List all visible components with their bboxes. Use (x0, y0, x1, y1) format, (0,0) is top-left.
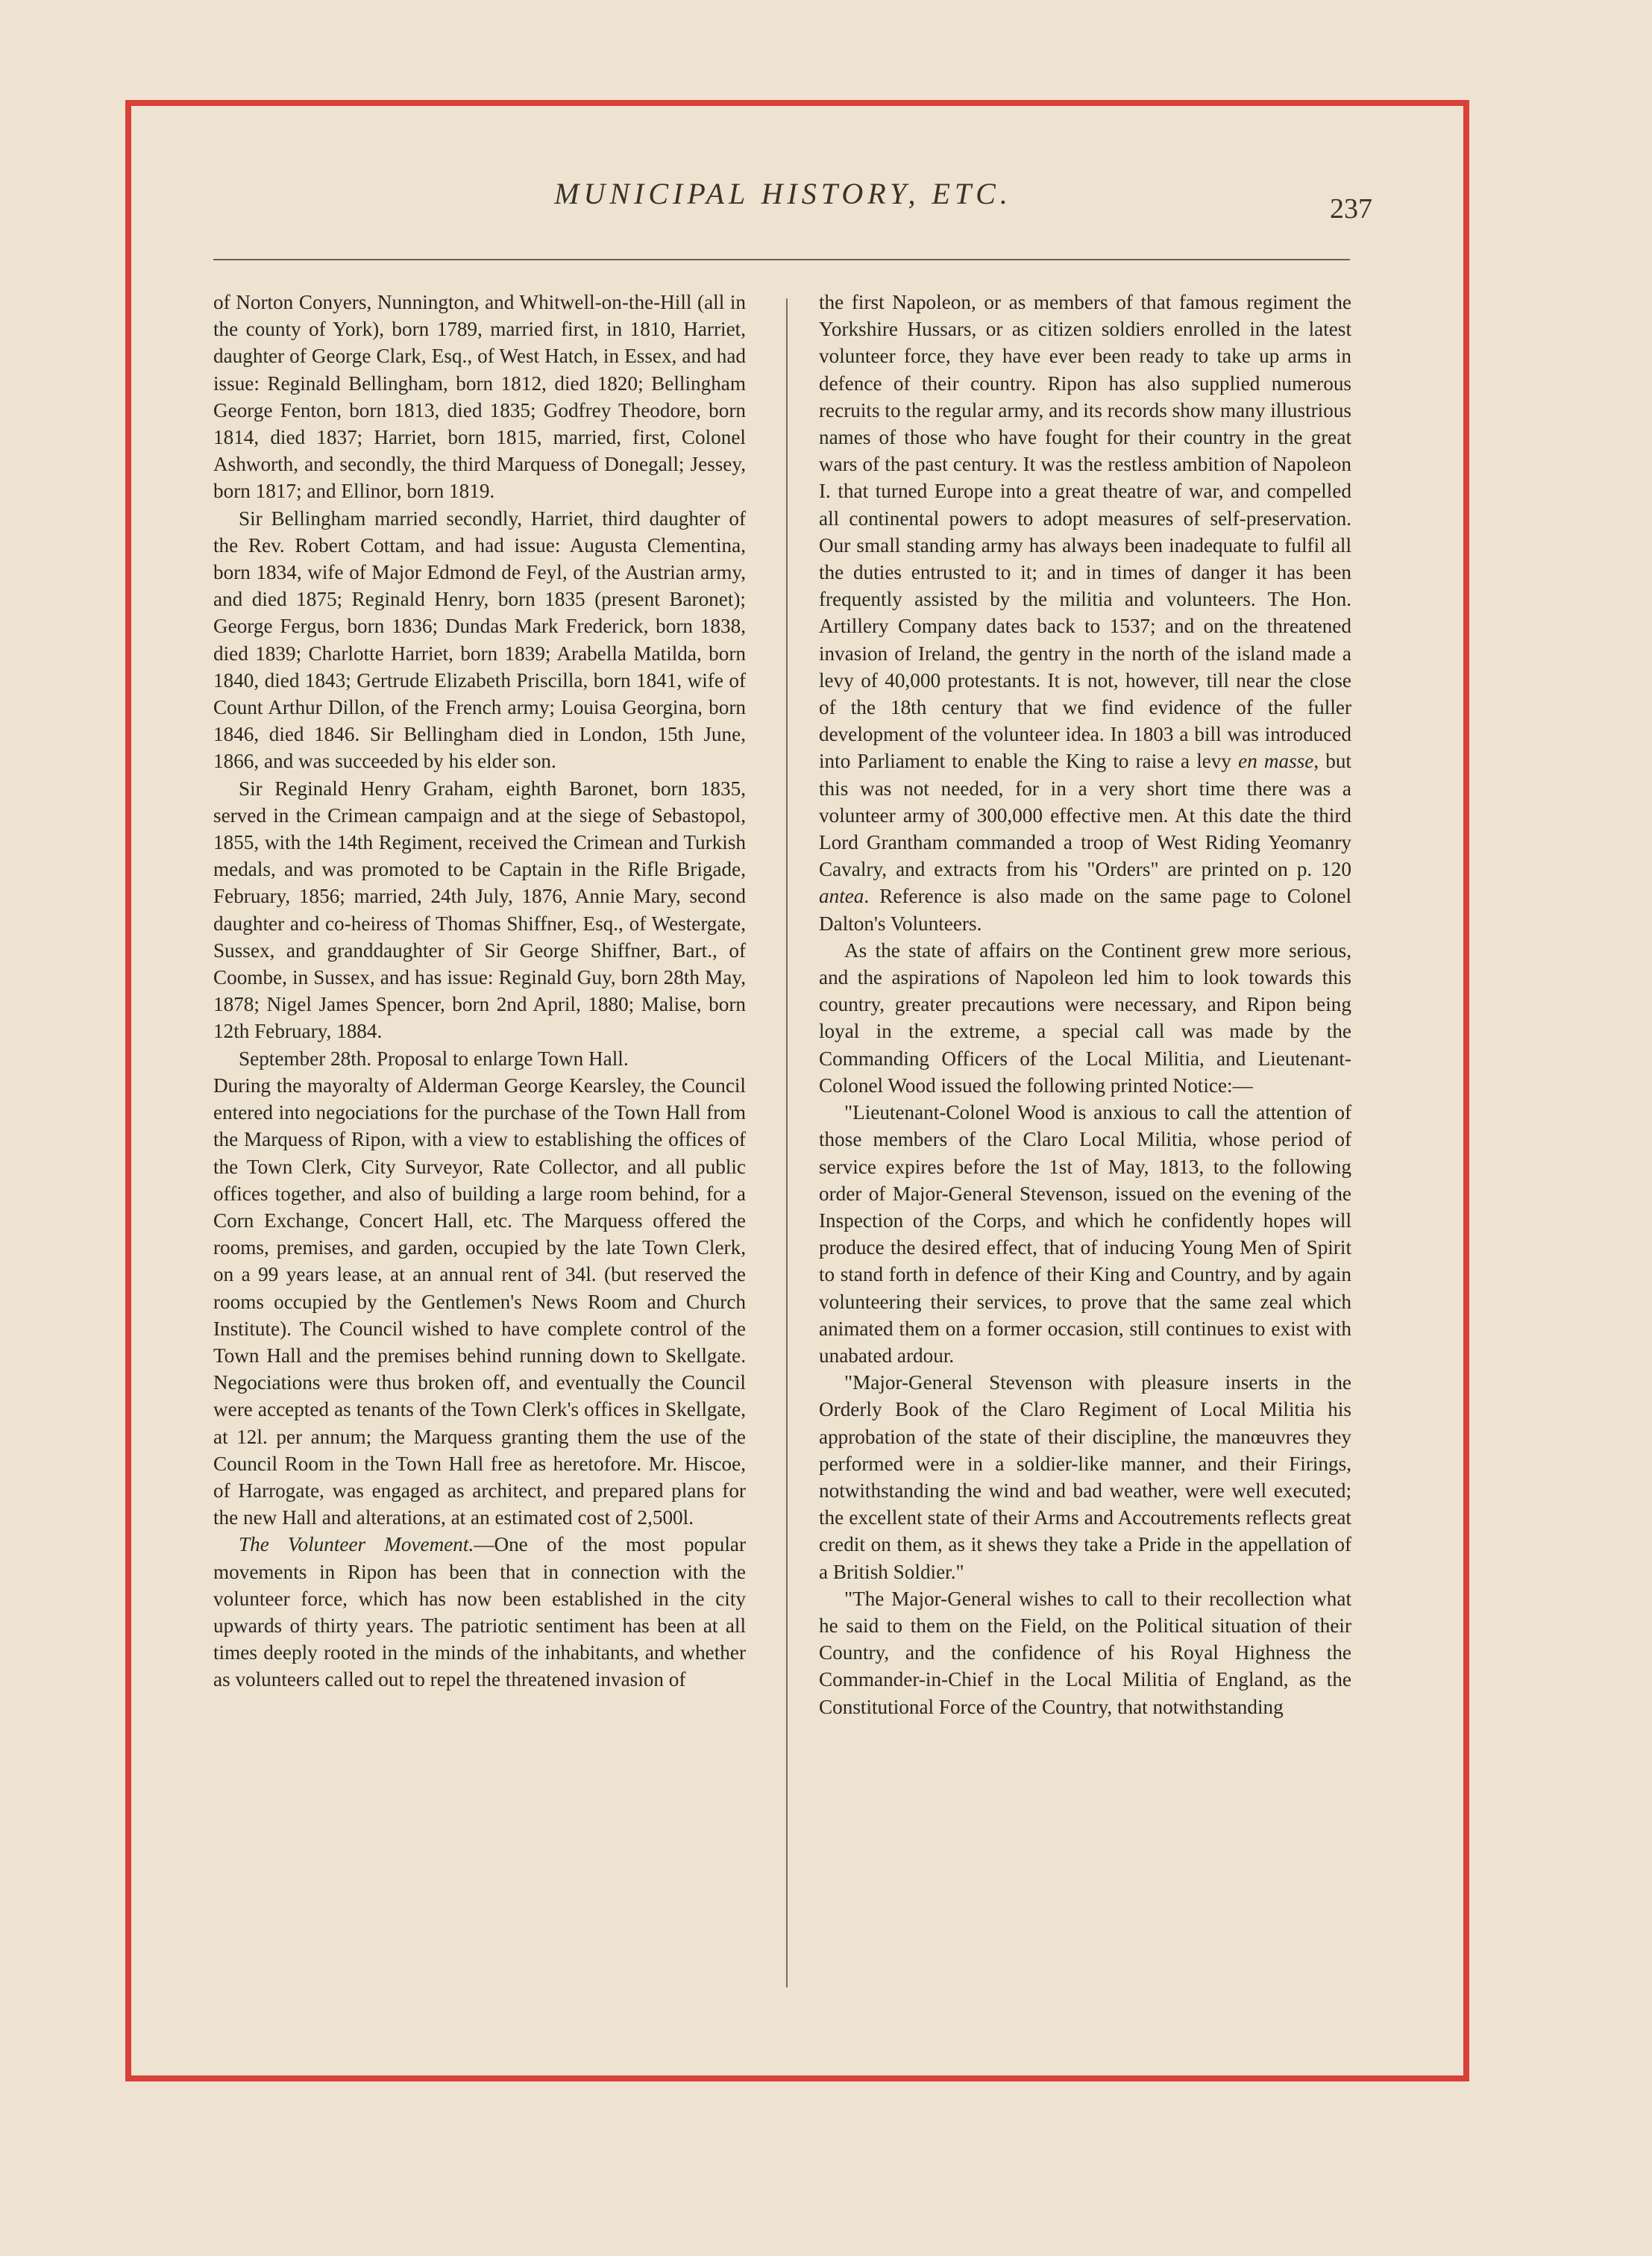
paragraph: "Lieutenant-Colonel Wood is anxious to call the attention of those members of the Claro Local Militia, whose period of service expires before the 1st of May, 1813, to the following order of Major-General Stevenson, issued on the evening of the Inspection of the Corps, and which he confidently hopes will produce the desired effect, that of inducing Young Men of Spirit to stand forth in defence of their King and Country, and by again volunteering their services, to prove that the same zeal which animated them on a former occasion, still continues to exist with unabated ardour. (819, 1101, 1351, 1367)
running-header-title: MUNICIPAL HISTORY, ETC. (554, 177, 1012, 210)
italic-phrase: en masse (1238, 750, 1314, 773)
paragraph: of Norton Conyers, Nunnington, and Whitwell-on-the-Hill (all in the county of York), born 1789, married first, in 1810, Harriet, daughter of George Clark, Esq., of West Hatch, in Essex, and had issue: Reginald Bellingham, born 1812, died 1820; Bellingham George Fenton, born 1813, died 1835; Godfrey Theodore, born 1814, died 1837; Harriet, born 1815, married, first, Colonel Ashworth, and secondly, the third Marquess of Donegall; Jessey, born 1817; and Ellinor, born 1819. (213, 291, 746, 503)
paragraph (819, 289, 1351, 937)
paragraph-text: the first Napoleon, or as members of that famous regiment the Yorkshire Hussars, or as citizen soldiers enrolled in the latest volunteer force, they have ever been ready to take up arms in defence of their country. Ripon has also supplied numerous recruits to the regular army, and its records show many illustrious names of those who have fought for their country in the great wars of the past century. It was the restless ambition of Napoleon I. that turned Europe into a great theatre of war, and compelled all continental powers to adopt measures of self-preservation. Our small standing army has always been inadequate to fulfil all the duties entrusted to it; and in times of danger it has been frequently assisted by the militia and volunteers. The Hon. Artillery Company dates back to 1537; and on the threatened invasion of Ireland, the gentry in the north of the island made a levy of 40,000 protestants. It is not, however, till near the close of the 18th century that we find evidence of the fuller development of the volunteer idea. In 1803 a bill was introduced into Parliament to enable the King to raise a levy (819, 291, 1351, 773)
paragraph (213, 1531, 746, 1693)
header-rule (213, 259, 1350, 260)
paragraph: As the state of affairs on the Continent grew more serious, and the aspirations of Napoleon led him to look towards this country, greater precautions were necessary, and Ripon being loyal in the extreme, a special call was made by the Commanding Officers of the Local Militia, and Lieutenant-Colonel Wood issued the following printed Notice:— (819, 939, 1351, 1097)
page-number: 237 (1330, 193, 1372, 225)
paragraph: Sir Bellingham married secondly, Harriet, third daughter of the Rev. Robert Cottam, and had issue: Augusta Clementina, born 1834, wife of Major Edmond de Feyl, of the Austrian army, and died 1875; Reginald Henry, born 1835 (present Baronet); George Fergus, born 1836; Dundas Mark Frederick, born 1838, died 1839; Charlotte Harriet, born 1839; Arabella Matilda, born 1840, died 1843; Gertrude Elizabeth Priscilla, born 1841, wife of Count Arthur Dillon, of the French army; Louisa Georgina, born 1846, died 1846. Sir Bellingham died in London, 15th June, 1866, and was succeeded by his elder son. (213, 507, 746, 773)
paragraph: "The Major-General wishes to call to their recollection what he said to them on the Field, on the Political situation of their Country, and the confidence of his Royal Highness the Commander-in-Chief in the Local Militia of England, as the Constitutional Force of the Country, that notwithstanding (819, 1587, 1351, 1718)
paragraph-text: , but this was not needed, for in a very short time there was a volunteer army of 300,000 effective men. At this date the third Lord Grantham commanded a troop of West Riding Yeomanry Cavalry, and extracts from his "Orders" are printed on p. 120 (819, 750, 1351, 881)
left-column (213, 289, 746, 1693)
paragraph: September 28th. Proposal to enlarge Town Hall. (239, 1047, 629, 1070)
paragraph-text: . Reference is also made on the same page to Colonel Dalton's Volunteers. (819, 885, 1351, 935)
paragraph: During the mayoralty of Alderman George Kearsley, the Council entered into negociations for the purchase of the Town Hall from the Marquess of Ripon, with a view to establishing the offices of the Town Clerk, City Surveyor, Rate Collector, and all public offices together, and also of building a large room behind, for a Corn Exchange, Concert Hall, etc. The Marquess offered the rooms, premises, and garden, occupied by the late Town Clerk, on a 99 years lease, at an annual rent of 34l. (but reserved the rooms occupied by the Gentlemen's News Room and Church Institute). The Council wished to have complete control of the Town Hall and the premises behind running down to Skellgate. Negociations were thus broken off, and eventually the Council were accepted as tenants of the Town Clerk's offices in Skellgate, at 12l. per annum; the Marquess granting them the use of the Council Room in the Town Hall free as heretofore. Mr. Hiscoe, of Harrogate, was engaged as architect, and prepared plans for the new Hall and alterations, at an estimated cost of 2,500l. (213, 1074, 746, 1529)
section-heading: The Volunteer Movement. (239, 1533, 474, 1556)
paragraph: Sir Reginald Henry Graham, eighth Baronet, born 1835, served in the Crimean campaign and at the siege of Sebastopol, 1855, with the 14th Regiment, received the Crimean and Turkish medals, and was promoted to be Captain in the Rifle Brigade, February, 1856; married, 24th July, 1876, Annie Mary, second daughter and co-heiress of Thomas Shiffner, Esq., of Westergate, Sussex, and granddaughter of Sir George Shiffner, Bart., of Coombe, in Sussex, and has issue: Reginald Guy, born 28th May, 1878; Nigel James Spencer, born 2nd April, 1880; Malise, born 12th February, 1884. (213, 777, 746, 1043)
italic-phrase: antea (819, 885, 864, 908)
column-divider (786, 298, 788, 1987)
paragraph-text: —One of the most popular movements in Ripon has been that in connection with the volunteer force, which has now been established in the city upwards of thirty years. The patriotic sentiment has been at all times deeply rooted in the minds of the inhabitants, and whether as volunteers called out to repel the threatened invasion of (213, 1533, 746, 1691)
paragraph: "Major-General Stevenson with pleasure inserts in the Orderly Book of the Claro Regiment of Local Militia his approbation of the state of their discipline, the manœuvres they performed were in a soldier-like manner, and their Firings, notwithstanding the wind and bad weather, were well executed; the excellent state of their Arms and Accoutrements reflects great credit on them, as it shews they take a Pride in the appellation of a British Soldier." (819, 1371, 1351, 1583)
right-column (819, 289, 1351, 1720)
